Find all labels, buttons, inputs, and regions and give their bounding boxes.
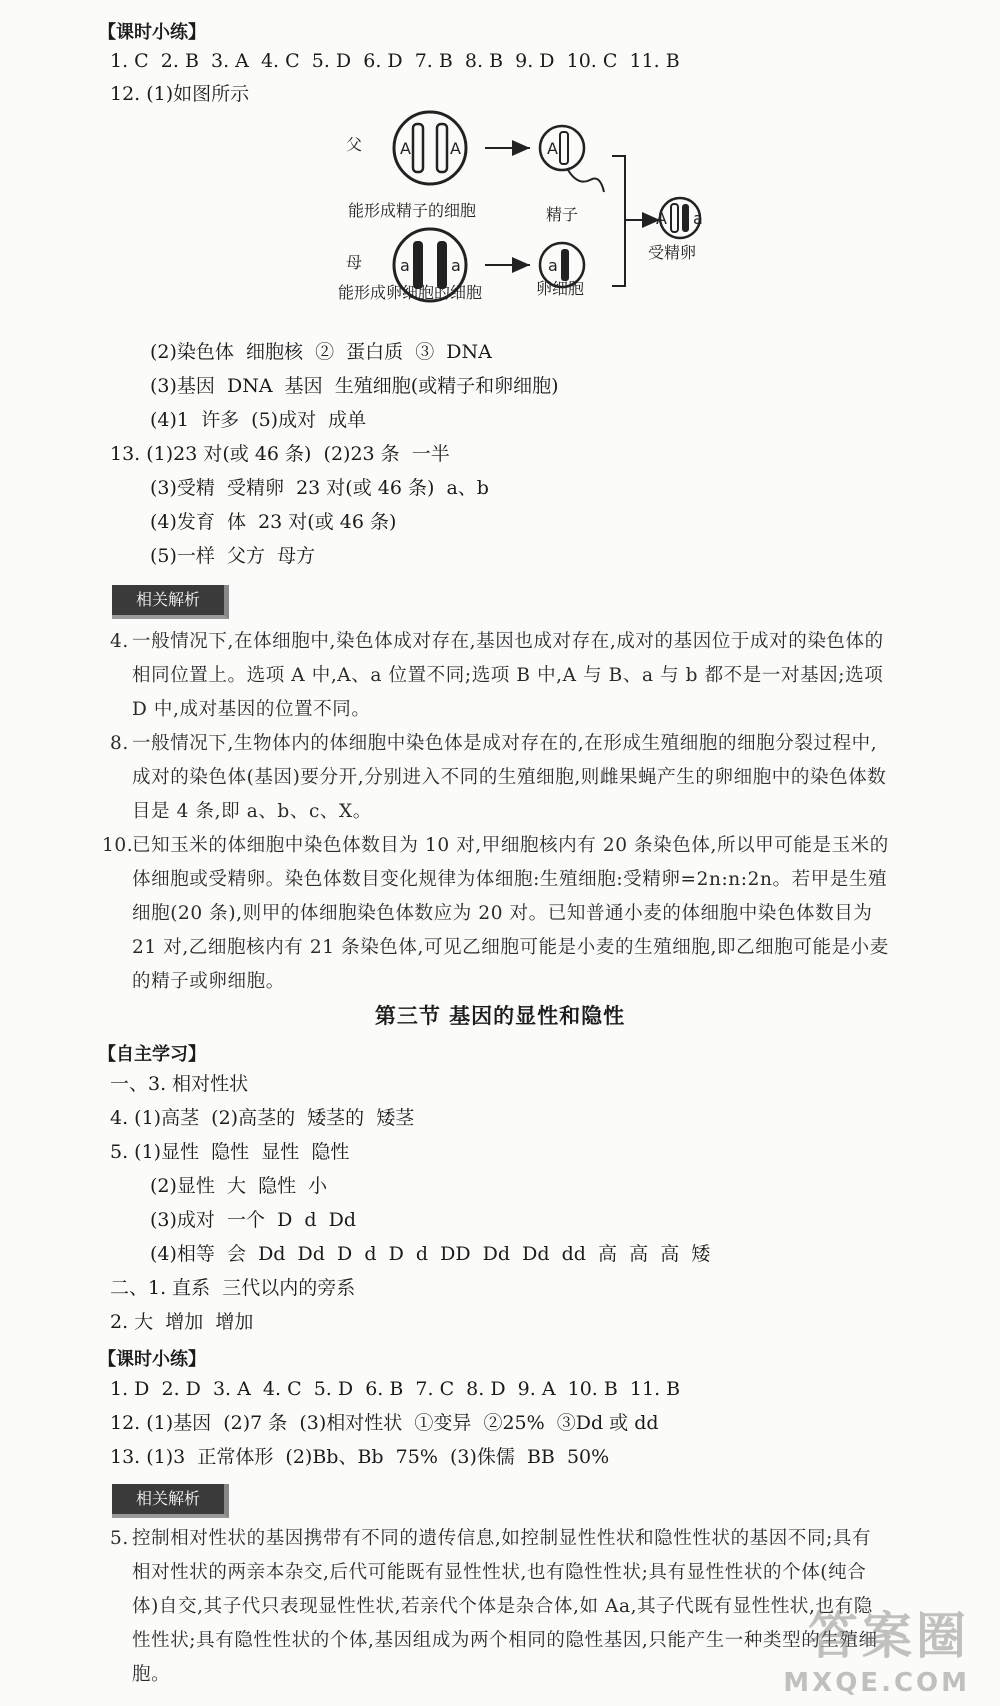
zygote-chromosome-a xyxy=(671,204,678,232)
merge-bracket xyxy=(612,156,625,286)
q13-line-1: 13. (1)23 对(或 46 条) (2)23 条 一半 xyxy=(110,443,450,465)
father-label: 父 xyxy=(346,135,363,154)
q13-line-2: (3)受精 受精卵 23 对(或 46 条) a、b xyxy=(150,477,489,499)
q12-intro: 12. (1)如图所示 xyxy=(110,83,250,105)
section-header-practice-1: 【课时小练】 xyxy=(98,22,206,43)
mother-gene-right: a xyxy=(451,256,461,275)
analysis-item-number: 8. xyxy=(110,733,129,754)
self-study-sub-line-3: (4)相等 会 Dd Dd D d D d DD Dd Dd dd 高 高 高 矮 xyxy=(150,1243,711,1265)
mother-gene-left: a xyxy=(400,256,410,275)
q13-line-4: (5)一样 父方 母方 xyxy=(150,545,316,567)
analysis-item-number: 10. xyxy=(102,835,134,856)
q13-answer-2: 13. (1)3 正常体形 (2)Bb、Bb 75% (3)侏儒 BB 50% xyxy=(110,1446,610,1468)
self-study-sub-line-1: (2)显性 大 隐性 小 xyxy=(150,1175,328,1197)
answer-line-2: 1. D 2. D 3. A 4. C 5. D 6. B 7. C 8. D 9. A 10. B 11. B xyxy=(110,1378,681,1400)
egg-chromosome xyxy=(561,249,569,281)
analysis-item-text: 控制相对性状的基因携带有不同的遗传信息,如控制显性性状和隐性性状的基因不同;具有相对性状的两亲本杂交,后代可能既有显性性状,也有隐性性状;具有显性性状的个体(纯合体)自交,其子代只表现显性性状,若亲代个体是杂合体,如 Aa,其子代既有显性性状,也有隐性性状;具有隐性性状的个体,基因组成为两个相同的隐性基因,只能产生一种类型的生殖细胞。 xyxy=(132,1528,878,1685)
watermark xyxy=(783,1596,970,1698)
analysis-item-text: 一般情况下,在体细胞中,染色体成对存在,基因也成对存在,成对的基因位于成对的染色体的相同位置上。选项 A 中,A、a 位置不同;选项 B 中,A 与 B、a 与 b 都不是一对基因;选项 D 中,成对基因的位置不同。 xyxy=(132,631,884,720)
section-header-self-study: 【自主学习】 xyxy=(98,1044,206,1065)
egg-gene: a xyxy=(548,256,558,275)
section-title: 第三节 基因的显性和隐性 xyxy=(374,1004,626,1028)
q12-line-2: (2)染色体 细胞核 ② 蛋白质 ③ DNA xyxy=(150,341,492,363)
self-study-tail-line-2: 2. 大 增加 增加 xyxy=(110,1311,254,1333)
zygote-gene-left: A xyxy=(656,209,667,228)
q12-line-4: (4)1 许多 (5)成对 成单 xyxy=(150,409,367,431)
self-study-line-1: 一、3. 相对性状 xyxy=(110,1073,249,1095)
father-gene-left: A xyxy=(400,139,411,158)
analysis-item-number: 4. xyxy=(110,631,129,652)
analysis-badge-2: 相关解析 xyxy=(112,1484,229,1518)
answer-line-1-11: 1. C 2. B 3. A 4. C 5. D 6. D 7. B 8. B 9. D 10. C 11. B xyxy=(110,50,680,72)
father-chromosome-right xyxy=(437,124,447,172)
analysis-item-4 xyxy=(110,625,890,727)
analysis-badge-1: 相关解析 xyxy=(112,585,229,619)
analysis-item-5 xyxy=(110,1522,890,1692)
sperm-gene: A xyxy=(547,139,558,158)
zygote-caption: 受精卵 xyxy=(648,243,697,262)
analysis-item-text: 一般情况下,生物体内的体细胞中染色体是成对存在的,在形成生殖细胞的细胞分裂过程中,成对的染色体(基因)要分开,分别进入不同的生殖细胞,则雌果蝇产生的卵细胞中的染色体数目是 4 条,即 a、b、c、X。 xyxy=(132,733,887,822)
zygote-gene-right: a xyxy=(693,209,703,228)
egg-cell-caption: 能形成卵细胞的细胞 xyxy=(338,283,483,302)
father-gene-right: A xyxy=(450,139,461,158)
sperm-tail xyxy=(568,170,604,192)
father-chromosome-left xyxy=(413,124,423,172)
sperm-caption: 精子 xyxy=(546,205,579,224)
mother-chromosome-left xyxy=(413,241,423,289)
mother-chromosome-right xyxy=(437,241,447,289)
analysis-item-number: 5. xyxy=(110,1528,129,1549)
q12-line-3: (3)基因 DNA 基因 生殖细胞(或精子和卵细胞) xyxy=(150,375,559,397)
self-study-line-2: 4. (1)高茎 (2)高茎的 矮茎的 矮茎 xyxy=(110,1107,415,1129)
zygote-chromosome-b xyxy=(682,204,689,232)
sperm-cell-caption: 能形成精子的细胞 xyxy=(348,201,477,220)
self-study-line-3: 5. (1)显性 隐性 显性 隐性 xyxy=(110,1141,350,1163)
egg-caption: 卵细胞 xyxy=(536,279,585,298)
self-study-tail-line-1: 二、1. 直系 三代以内的旁系 xyxy=(110,1277,356,1299)
sperm-chromosome xyxy=(560,132,568,164)
q13-line-3: (4)发育 体 23 对(或 46 条) xyxy=(150,511,397,533)
mother-label: 母 xyxy=(346,253,363,272)
watermark-url: MXQE.COM xyxy=(783,1668,970,1698)
analysis-item-text: 已知玉米的体细胞中染色体数目为 10 对,甲细胞核内有 20 条染色体,所以甲可能是玉米的体细胞或受精卵。染色体数目变化规律为体细胞:生殖细胞:受精卵=2n:n:2n。若甲是生殖细胞(20 条),则甲的体细胞染色体数应为 20 对。已知普通小麦的体细胞中染色体数目为 21 对,乙细胞核内有 21 条染色体,可见乙细胞可能是小麦的生殖细胞,即乙细胞可能是小麦的精子或卵细胞。 xyxy=(132,835,889,992)
watermark-logo-text: 答案圈 xyxy=(808,1607,970,1665)
self-study-sub-line-2: (3)成对 一个 D d Dd xyxy=(150,1209,357,1231)
chromosome-diagram xyxy=(0,108,1000,308)
section-header-practice-2: 【课时小练】 xyxy=(98,1349,206,1370)
analysis-item-10 xyxy=(102,829,890,999)
analysis-item-8 xyxy=(110,727,890,829)
q12-answer-2: 12. (1)基因 (2)7 条 (3)相对性状 ①变异 ②25% ③Dd 或 dd xyxy=(110,1412,659,1434)
